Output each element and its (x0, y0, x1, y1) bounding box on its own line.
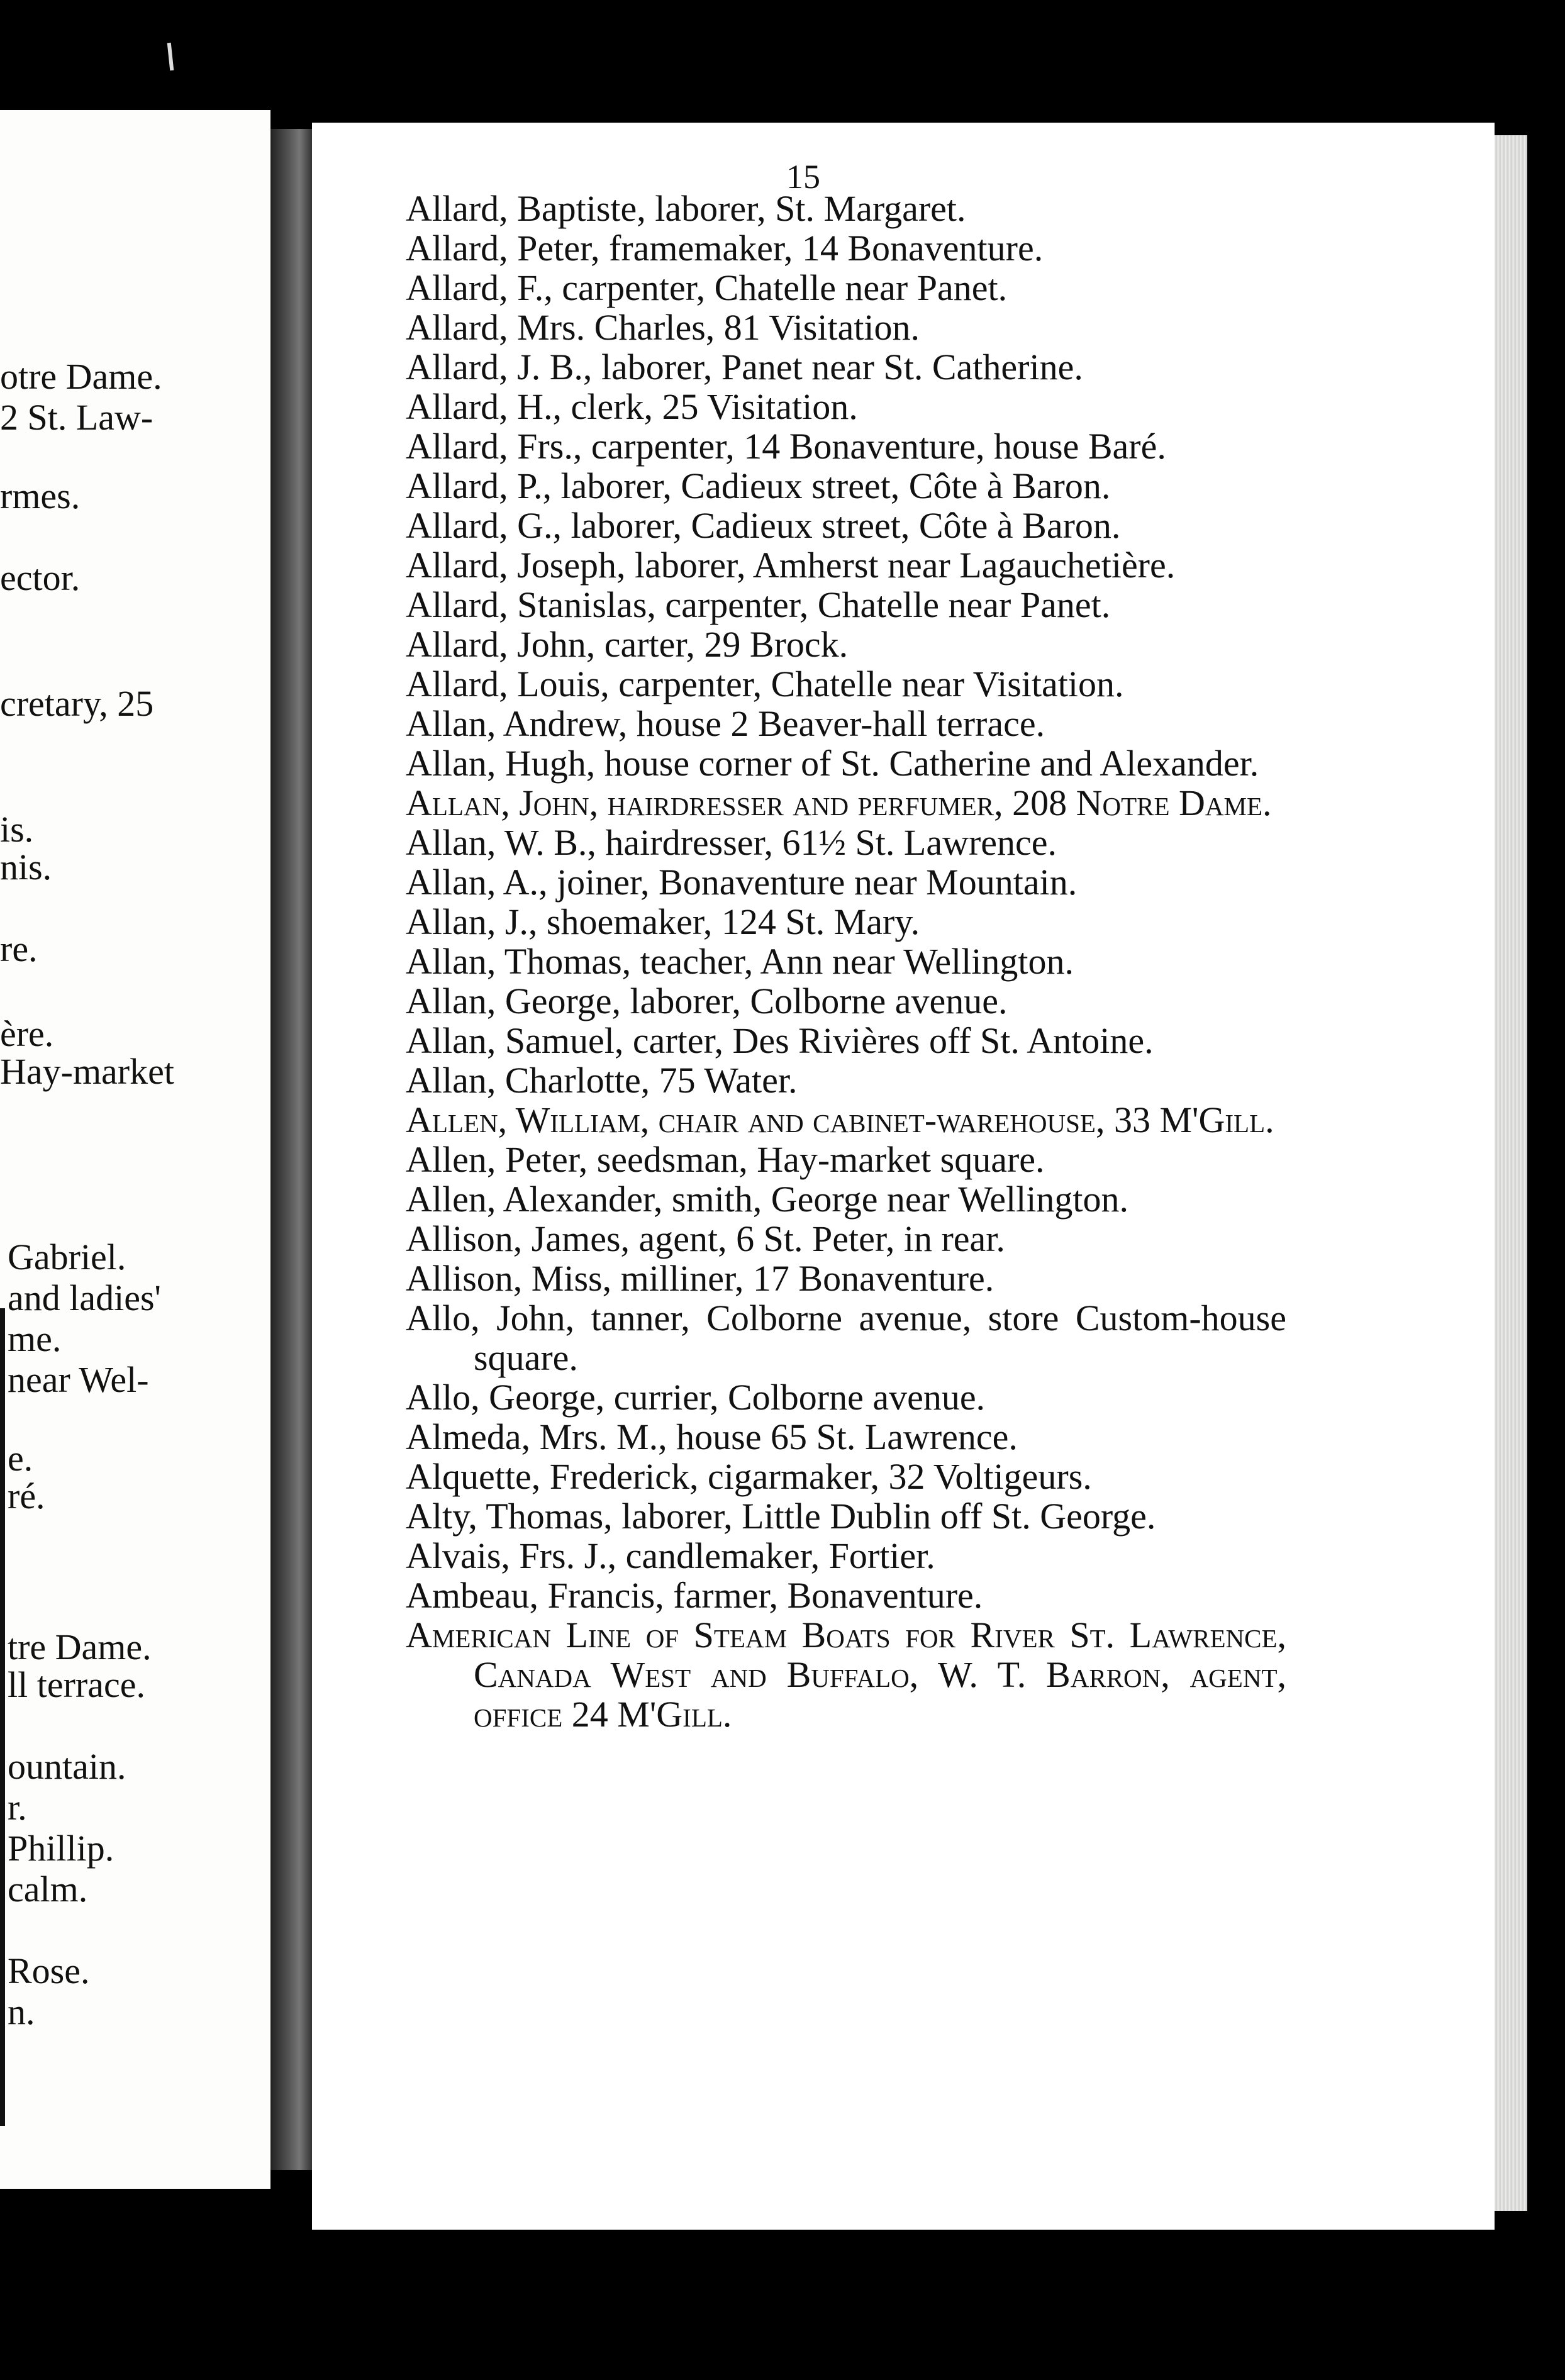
left-fragment: and ladies' (8, 1277, 161, 1318)
directory-entry: Allo, George, currier, Colborne avenue. (406, 1377, 986, 1418)
directory-entries (406, 189, 1286, 1734)
page-stack-edge (1495, 135, 1527, 2211)
directory-entry-featured: American Line of Steam Boats for River St. Lawrence, Canada West and Buffalo, W. T. Barron, agent, office 24 M'Gill. (406, 1615, 1286, 1735)
book-gutter (270, 129, 312, 2170)
left-fragment: ountain. (8, 1746, 126, 1787)
left-fragment: ré. (8, 1476, 45, 1516)
left-fragment: n. (8, 1991, 35, 2032)
directory-entry: Allard, H., clerk, 25 Visitation. (406, 386, 858, 427)
directory-entry: Allard, Joseph, laborer, Amherst near Lagauchetière. (406, 545, 1176, 586)
directory-entry: Allard, J. B., laborer, Panet near St. Catherine. (406, 347, 1083, 387)
directory-entry-featured: Allen, William, chair and cabinet-warehouse, 33 M'Gill. (406, 1099, 1274, 1140)
directory-entry-featured: Allan, John, hairdresser and perfumer, 208 Notre Dame. (406, 782, 1272, 823)
directory-entry: Allard, Louis, carpenter, Chatelle near Visitation. (406, 664, 1124, 704)
directory-entry: Allen, Peter, seedsman, Hay-market square. (406, 1139, 1045, 1180)
directory-entry: Allan, Hugh, house corner of St. Catherine and Alexander. (406, 743, 1259, 784)
directory-entry: Allan, Samuel, carter, Des Rivières off St. Antoine. (406, 1020, 1154, 1061)
directory-entry: Allan, George, laborer, Colborne avenue. (406, 981, 1008, 1021)
left-fragment: ector. (0, 557, 81, 598)
left-fragment: near Wel- (8, 1359, 149, 1400)
directory-entry: Allard, Frs., carpenter, 14 Bonaventure, house Baré. (406, 426, 1166, 467)
directory-entry: Allard, F., carpenter, Chatelle near Panet. (406, 267, 1008, 308)
directory-entry: Allo, John, tanner, Colborne avenue, store Custom-house square. (406, 1298, 1286, 1378)
left-fragment: rmes. (0, 475, 81, 516)
left-fragment: Hay-market (0, 1051, 174, 1092)
left-fragment: Phillip. (8, 1828, 114, 1869)
page-number: 15 (786, 158, 820, 196)
directory-entry: Allan, Andrew, house 2 Beaver-hall terrace. (406, 703, 1045, 744)
directory-entry: Allison, Miss, milliner, 17 Bonaventure. (406, 1258, 994, 1299)
directory-entry: Allan, A., joiner, Bonaventure near Mountain. (406, 862, 1078, 903)
directory-entry: Allard, P., laborer, Cadieux street, Côte à Baron. (406, 465, 1111, 506)
directory-entry: Allan, W. B., hairdresser, 61½ St. Lawrence. (406, 822, 1057, 863)
directory-entry: Ambeau, Francis, farmer, Bonaventure. (406, 1575, 983, 1616)
left-fragment: Rose. (8, 1950, 90, 1991)
directory-entry: Almeda, Mrs. M., house 65 St. Lawrence. (406, 1416, 1018, 1457)
left-fragment: 2 St. Law- (0, 397, 153, 438)
directory-entry: Allan, J., shoemaker, 124 St. Mary. (406, 901, 920, 942)
left-fragment: is. (0, 809, 34, 850)
directory-entry: Allan, Charlotte, 75 Water. (406, 1060, 798, 1101)
left-fragment: r. (8, 1787, 27, 1828)
directory-entry: Allen, Alexander, smith, George near Wellington. (406, 1179, 1128, 1220)
left-fragment: tre Dame. (8, 1627, 152, 1667)
previous-page-fragment (0, 110, 270, 2189)
left-fragment: re. (0, 928, 38, 969)
page-shadow (0, 1308, 5, 2126)
directory-entry: Alvais, Frs. J., candlemaker, Fortier. (406, 1535, 935, 1576)
left-fragment: otre Dame. (0, 356, 162, 397)
left-fragment: Gabriel. (8, 1237, 126, 1277)
directory-entry: Allison, James, agent, 6 St. Peter, in rear. (406, 1218, 1005, 1259)
directory-entry: Alty, Thomas, laborer, Little Dublin off St. George. (406, 1496, 1156, 1537)
left-fragment: e. (8, 1438, 33, 1479)
scan-mark (167, 43, 174, 70)
left-fragment: cretary, 25 (0, 683, 154, 724)
directory-entry: Allard, Mrs. Charles, 81 Visitation. (406, 307, 920, 348)
left-fragment: ll terrace. (8, 1664, 145, 1705)
directory-entry: Allard, Baptiste, laborer, St. Margaret. (406, 188, 966, 229)
directory-entry: Allard, Stanislas, carpenter, Chatelle near Panet. (406, 584, 1111, 625)
directory-entry: Allard, John, carter, 29 Brock. (406, 624, 849, 665)
left-fragment: ère. (0, 1013, 54, 1054)
left-fragment: calm. (8, 1869, 88, 1910)
left-fragment: nis. (0, 847, 52, 887)
directory-entry: Alquette, Frederick, cigarmaker, 32 Voltigeurs. (406, 1456, 1092, 1497)
directory-entry: Allan, Thomas, teacher, Ann near Wellington. (406, 941, 1074, 982)
directory-entry: Allard, Peter, framemaker, 14 Bonaventure. (406, 228, 1044, 269)
directory-entry: Allard, G., laborer, Cadieux street, Côte à Baron. (406, 505, 1121, 546)
left-fragment: me. (8, 1318, 62, 1359)
